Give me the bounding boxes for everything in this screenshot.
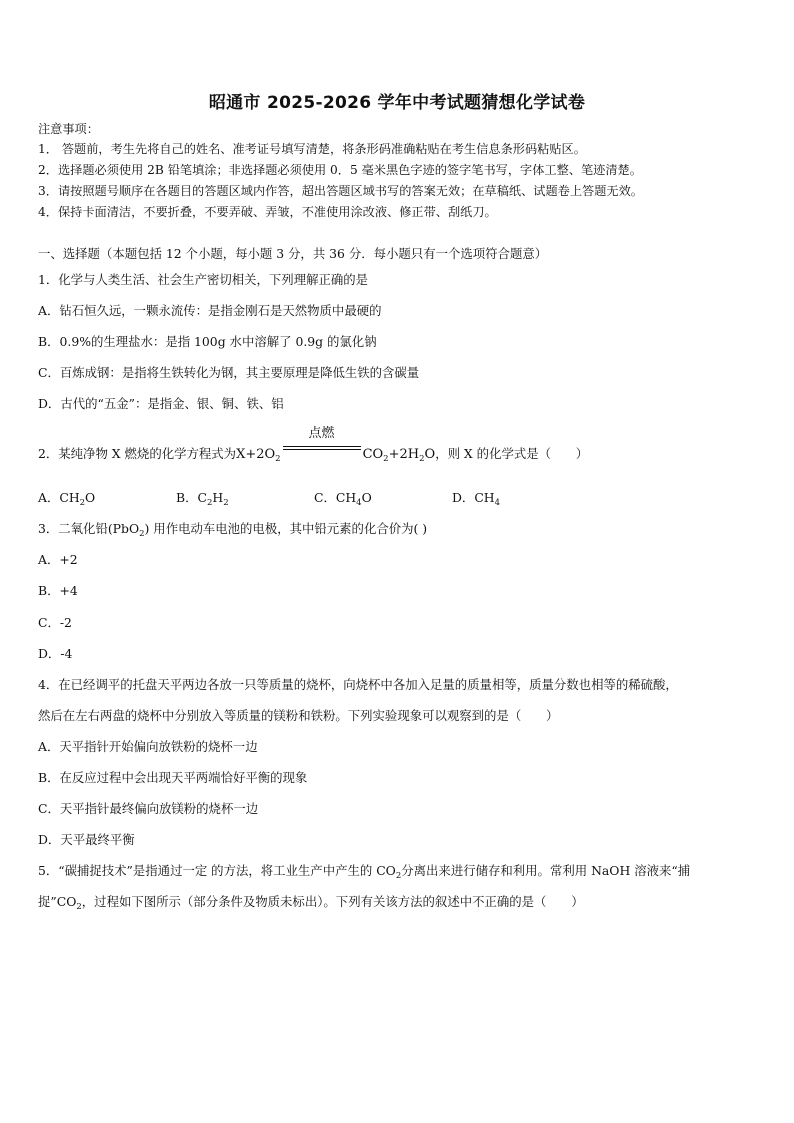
subscript: 2: [139, 529, 145, 539]
question-4-option-c: C．天平指针最终偏向放镁粉的烧杯一边: [38, 801, 259, 816]
question-5-line2-pre: 捉”CO: [38, 894, 77, 909]
question-5-line2-post: ，过程如下图所示（部分条件及物质未标出）。下列有关该方法的叙述中不正确的是（ ）: [81, 894, 584, 909]
equation-product-h2o: +2H: [388, 447, 420, 462]
question-3-option-a: A．+2: [38, 552, 78, 567]
question-3-stem: [38, 521, 427, 542]
question-3-option-b: B．+4: [38, 583, 78, 598]
notice-item: 4．保持卡面清洁，不要折叠，不要弄破、弄皱，不准使用涂改液、修正带、刮纸刀。: [38, 205, 497, 219]
question-5-stem-line1: [38, 863, 690, 884]
chemical-equation: [236, 426, 436, 464]
exam-title: 昭通市 2025-2026 学年中考试题猜想化学试卷: [208, 93, 586, 113]
question-3-stem-pre: 3．二氧化铅(PbO: [38, 521, 140, 536]
reaction-arrow: [283, 426, 361, 458]
question-5-stem-line2: [38, 894, 584, 915]
question-4-stem-line2: 然后在左右两盘的烧杯中分别放入等质量的镁粉和铁粉。下列实验现象可以观察到的是（ ）: [38, 708, 559, 723]
subscript: 2: [419, 454, 425, 464]
equation-reactants: X+2O: [236, 447, 276, 462]
question-2-option-c: C．$CH_4O$: [314, 490, 372, 508]
question-4-option-b: B．在反应过程中会出现天平两端恰好平衡的现象: [38, 770, 308, 785]
question-1-stem: 1．化学与人类生活、社会生产密切相关，下列理解正确的是: [38, 272, 369, 287]
reaction-condition: 点燃: [308, 426, 335, 441]
subscript: 2: [76, 902, 82, 912]
question-4-stem-line1: 4．在已经调平的托盘天平两边各放一只等质量的烧杯，向烧杯中各加入足量的质量相等，质量分数也相等的稀硫酸，: [38, 677, 678, 692]
question-2-option-a: A．$CH_2O$: [38, 490, 96, 508]
question-4-option-d: D．天平最终平衡: [38, 832, 135, 847]
question-2-option-b: B．$C_2H_2$: [176, 490, 229, 508]
question-2-option-d: D．$CH_4$: [452, 490, 501, 508]
question-1-option-a: A．钻石恒久远，一颗永流传：是指金刚石是天然物质中最硬的: [38, 303, 382, 318]
question-2-stem-prefix: 2．某纯净物 X 燃烧的化学方程式为: [38, 446, 237, 461]
question-2-stem-suffix: ，则 X 的化学式是（ ）: [435, 446, 589, 461]
question-5-line1-pre: 5．“碳捕捉技术”是指通过一定 的方法，将工业生产中产生的 CO: [38, 863, 396, 878]
question-2-options: [38, 490, 590, 511]
question-1-option-d: D．古代的“五金”：是指金、银、铜、铁、铝: [38, 396, 284, 411]
section-heading: 一、选择题（本题包括 12 个小题，每小题 3 分，共 36 分．每小题只有一个选项符合题意）: [38, 246, 548, 261]
question-2-stem: [38, 426, 589, 467]
subscript: 2: [275, 454, 281, 464]
subscript: 2: [383, 454, 389, 464]
question-3-option-c: C．-2: [38, 615, 72, 630]
question-1-option-b: B．0.9%的生理盐水：是指 100g 水中溶解了 0.9g 的氯化钠: [38, 334, 377, 349]
equation-product-o: O: [424, 447, 436, 462]
subscript: 2: [395, 871, 402, 881]
equation-product-co2: CO: [362, 447, 384, 462]
question-1-option-c: C．百炼成钢：是指将生铁转化为钢，其主要原理是降低生铁的含碳量: [38, 365, 420, 380]
question-3-stem-post: ) 用作电动车电池的电极，其中铅元素的化合价为( ): [144, 521, 428, 536]
question-5-line1-post: 分离出来进行储存和利用。常利用 NaOH 溶液来“捕: [401, 863, 691, 878]
question-4-option-a: A．天平指针开始偏向放铁粉的烧杯一边: [38, 739, 258, 754]
notice-item: 1． 答题前，考生先将自己的姓名、准考证号填写清楚，将条形码准确粘贴在考生信息条形码粘贴区。: [38, 142, 586, 156]
notice-item: 2．选择题必须使用 2B 铅笔填涂；非选择题必须使用 0．5 毫米黑色字迹的签字笔书写，字体工整、笔迹清楚。: [38, 163, 642, 177]
notice-heading: 注意事项：: [38, 122, 99, 136]
question-3-option-d: D．-4: [38, 646, 73, 661]
notice-item: 3．请按照题号顺序在各题目的答题区域内作答，超出答题区域书写的答案无效；在草稿纸、试题卷上答题无效。: [38, 184, 643, 198]
